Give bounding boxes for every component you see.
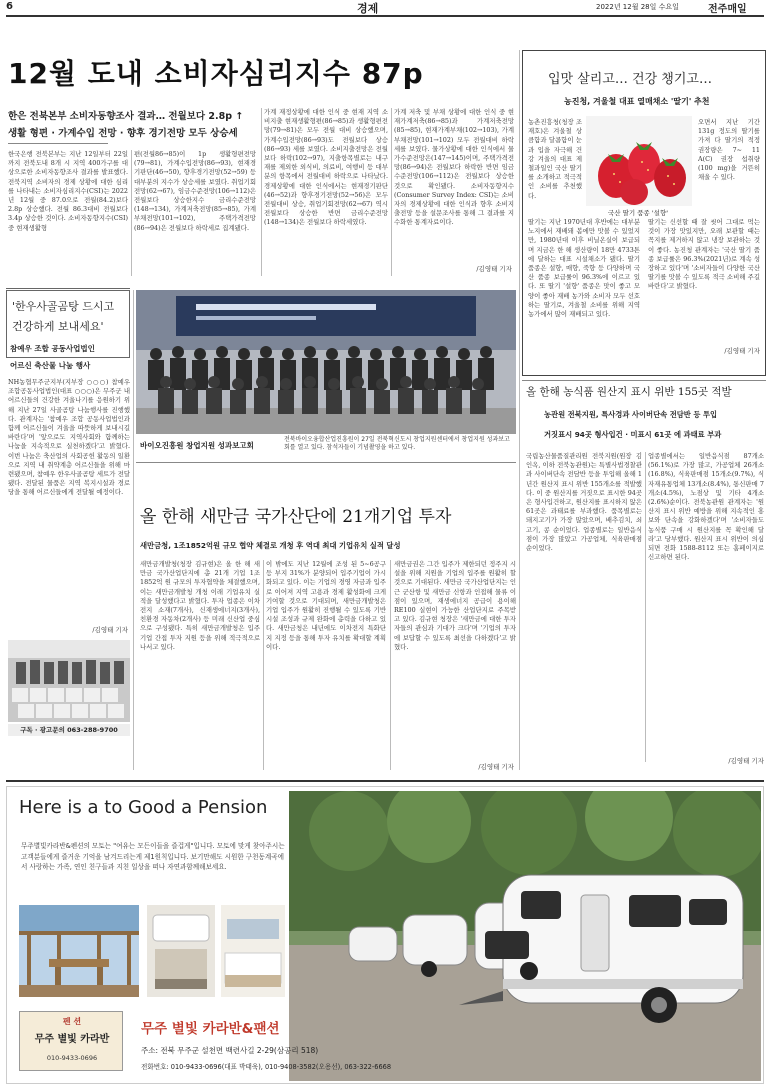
- origin-col-2: 업종별에서는 일반음식점 87개소(56.1%)로 가장 많고, 가공업체 26개소(16.8%), 식육판매점 15개소(9.7%), 식자재유통업체 13개소(8.4%), 통신판매 7개소(4.5%), 노점상 및 기타 4개소(2.6%)순이다. 전북농관원 관계자는 '원산지 표시 위반 예방을 위해 지속적인 홍보와 단속을 강화하겠다'며 '소비자들도 농식품 구매 시 원산지를 꼭 확인해 달라'고 당부했다. 원산지 표시 위반이 의심되면 전화 1588-8112 또는 홈페이지로 신고하면 된다.: [648, 452, 764, 562]
- saemangeum-byline: /김영태 기자: [478, 763, 514, 771]
- column-divider: [645, 452, 646, 762]
- lead-subhead-1: 한은 전북본부 소비자동향조사 결과… 전월보다 2.8p ↑: [8, 111, 244, 122]
- group-photo-caption-title: 바이오진흥원 창업지원 성과보고회: [140, 441, 254, 450]
- lead-headline: 12월 도내 소비자심리지수 87p: [8, 57, 424, 90]
- column-divider: [519, 50, 520, 770]
- feature-text-1: 농촌진흥청(청장 조재호)은 겨울철 상큼함과 달콤함이 눈과 입을 자극해 건강 겨울의 대표 제철과일인 국산 딸기를 소개하고 적극적인 소비를 추천했다.: [528, 118, 582, 200]
- paper-name: 전주매일: [708, 4, 747, 15]
- column-divider: [391, 108, 392, 276]
- group-photo: [136, 290, 516, 434]
- saemangeum-subhead: 새만금청, 1조1852억원 규모 협약 체결로 개청 후 역대 최대 기업유치 실적 달성: [140, 541, 401, 550]
- donation-photo: [8, 640, 130, 722]
- ad-photo-bed: [221, 905, 285, 997]
- lead-sub-rule: [8, 143, 108, 144]
- donation-subhead-1: 참예우 조합 공동사업법인: [10, 344, 95, 353]
- group-photo-caption-body: 전북바이오융합산업진흥원이 27일 전북혁신도시 창업지원센터에서 창업지원 성과보고회를 열고 있다. 참석자들이 기념촬영을 하고 있다.: [284, 436, 510, 451]
- saemangeum-col-1: 새만금개발청(청장 김규현)은 올 한 해 새만금 국가산업단지에 총 21개 기업 1조 1852억 원 규모의 투자협약을 체결했으며, 이는 새만금개발청 개청 이래 기업유치 실적을 달성했다고 밝혔다. 투자 업종은 이차전지 소재(7개사), 신재생에너지(3개사), 친환경 자동차(2개사) 등 미래 신산업 중심으로 구성됐다. 특히 새만금개발청은 입주기업 간접 투자 지원 등을 위해 적극적으로 나서고 있다.: [140, 560, 260, 651]
- origin-top-rule: [522, 380, 766, 381]
- lead-col-3: 가계 재정상황에 대한 인식 중 현재 지역 소비지출 현재생활형편(86→85)과 생활형편전망(79→81)은 모두 전월 대비 상승했으며, 가계수입전망(86→93)도 전월보다 상승(86→93) 세를 보였다. 소비지출전망은 전월보다 하락(102→97), 지출항목별로는 내구재를 제외한 외식비, 의료비, 여행비 등 대부분의 항목에서 전월대비 하락으로 나타났다. 경제상황에 대한 인식에서는 현재경기판단(46→52)과 향후경기전망(52→56)은 모두 전월대비 상승, 취업기회전망(62→67) 역시 전월보다 상승한 반면 금리수준전망(148→134)은 전월보다 하락세였다.: [264, 108, 388, 227]
- origin-col-1: 국립농산물품질관리원 전북지원(원장 김인옥, 이하 전북농관원)는 특별사법경찰관과 사이버단속 전담반 등을 투입해 올해 1년간 원산지 표시 위반 155개소를 적발했다. 이 중 원산지를 거짓으로 표시한 94곳은 형사입건하고, 원산지를 표시하지 않은 61곳은 과태료를 부과했다. 품목별로는 돼지고기가 가장 많았으며, 배추김치, 쇠고기, 콩 순이었다. 업종별로는 일반음식점이 가장 많았고 가공업체, 식육판매점 순이었다.: [526, 452, 642, 553]
- origin-subhead-1: 농관원 전북지원, 특사경과 사이버단속 전담반 등 투입: [544, 410, 718, 419]
- column-divider: [390, 560, 391, 770]
- masthead: [0, 0, 770, 14]
- subscription-ad-label: 구독 · 광고문의 063-288-9700: [8, 724, 130, 736]
- feature-text-3: 딸기는 지난 1970년대 후반에는 대부분 노지에서 재배돼 봄에만 맛볼 수 있었지만, 1980년대 이후 비닐온실이 보급되며 지금은 한 해 생산량이 18만 4733톤에 달하는 대표 시설채소가 됐다. 딸기 품종은 설향, 매향, 죽향 등 다양하며 국산 품종 보급률이 96.3%에 이르고 있다. 또 딸기 '설향' 품종은 맛이 좋고 모양이 좋아 재배 농가와 소비자 모두 선호하는 딸기로, 겨울철 소비를 위해 지역 농가에서 많이 재배되고 있다.: [528, 218, 640, 319]
- origin-byline: /김영태 기자: [728, 757, 764, 765]
- donation-byline: /김영태 기자: [92, 626, 128, 634]
- page-number: 6: [6, 1, 13, 12]
- donation-title-1: '한우사골곰탕 드시고: [12, 300, 115, 313]
- saemangeum-top-rule: [136, 462, 516, 463]
- strawberry-icon: [586, 116, 692, 206]
- column-divider: [263, 560, 264, 770]
- feature-title: 입맛 살리고… 건강 챙기고…: [548, 72, 712, 87]
- donation-text: NH농협무주군지부(지부장 ○○○) 참예우 조합공동사업법인(대표 ○○○)은 무주군 내 어르신들의 건강한 겨울나기를 응원하기 위해 지난 27일 사골곰탕 나눔행사를 진행했다. 관계자는 '참예우 조합 공동사업법인과 함께 어르신들이 겨울을 따뜻하게 보내시길 바란다'며 '앞으로도 지역사회와 함께하는 나눔을 지속적으로 실천하겠다'고 밝혔다. 이번 나눔은 축산업의 사회공헌 활동의 일환으로 지역 내 취약계층 어르신들을 위해 마련됐으며, 참예우 한우사골곰탕 세트가 전달됐다. 전달된 물품은 지역 복지시설과 경로당을 통해 어르신들에게 전달될 예정이다.: [8, 378, 130, 497]
- pension-ad: [6, 786, 764, 1084]
- feature-photo-caption: 국산 딸기 품종 '설향': [608, 209, 669, 217]
- issue-date: 2022년 12월 28일 수요일: [596, 3, 679, 11]
- ad-photo-interior: [147, 905, 215, 997]
- saemangeum-headline: 올 한해 새만금 국가산단에 21개기업 투자: [140, 507, 452, 527]
- ad-title: Here is a to Good a Pension: [19, 797, 268, 818]
- donation-title-2: 건강하게 보내세요': [12, 320, 104, 333]
- ad-phones: 전화번호: 010-9433-0696(대표 박태욱), 010-9408-3582(오용선), 063-322-6668: [141, 1063, 392, 1071]
- lead-byline: /김영태 기자: [476, 265, 512, 273]
- logo-top-text: 펜 션: [62, 1017, 82, 1026]
- logo-phone-text: 010-9433-0696: [46, 1054, 98, 1062]
- column-divider: [131, 150, 132, 276]
- ad-description: 무주별빛카라반&펜션의 모토는 "여유는 모든이들을 즐겁게"입니다. 모토에 맞게 찾아주시는 고객분들에게 즐거운 기억을 남겨드리는게 제1원칙입니다. 보기만해도 시원한 구천동계곡에서 사랑하는 가족, 연인 친구들과 지친 일상을 떠나 자연과함께해보세요.: [21, 842, 285, 871]
- feature-byline: /김영태 기자: [724, 347, 760, 355]
- lead-col-1: 한국은행 전북본부는 지난 12일부터 22일까지 전북도내 8개 시 지역 400가구를 대상으로한 소비자동향조사 결과를 발표했다. 전북지역 소비자의 경제 상황에 대한 심리를 나타내는 소비자심리지수(CSI)는 2022년 12월 중 87.0으로 전월(84.2)보다 2.8p 상승했다. 전월 86.3대비 전월보다 3.4p 상승한 것이다. 소비자동향지수(CSI) 중 현재생활형: [8, 150, 128, 232]
- saemangeum-col-2: 이 밖에도 지난 12월에 조성 된 5~6공구 등 부지 31%가 분양되어 입주기업이 가시화되고 있다. 이는 기업의 경영 자금과 입주로 이어져 지역 고용과 경제 활성화에 크게 기여할 것으로 기대되며, 새만금개발청은 기업 입주가 원활히 진행될 수 있도록 기반시설 조성과 규제 완화에 총력을 다하고 있다. 새만금청은 내년에도 이차전지 특화단지 지정 등을 통해 투자 유치를 확대할 계획이다.: [266, 560, 386, 651]
- lead-col-4: 가계 저축 및 부채 상황에 대한 인식 중 현재가계저축(86→85)과 가계저축전망(85→85), 현재가계부채(102→103), 가계부채전망(101→102) 모두 전월대비 하락세를 보였다. 물가상황에 대한 인식에서 물가수준전망은(147→145)이며, 주택가격전망(86→94)은 전월보다 하락한 반면 임금수준전망(106→112)은 전월보다 상승한 것으로 확인됐다. 소비자동향지수(Consumer Survey Index: CSI)는 소비자의 경제상황에 대한 인식과 향후 소비지출전망 등을 설문조사를 통해 그 결과를 지수화한 통계자료이다.: [394, 108, 514, 227]
- ad-business-name: 무주 별빛 카라반&팬션: [141, 1021, 280, 1037]
- donation-top-rule: [6, 288, 130, 289]
- ad-address: 주소: 전북 무주군 설천면 백련사길 2-29(삼공리 518): [141, 1046, 319, 1055]
- saemangeum-col-3: 새만금권은 그간 입주가 제한되던 정주지 시설을 위해 지원을 기업의 입주를 원활히 할 것으로 기대된다. 새만금 국가산업단지는 인근 군산항 및 새만금 신항과 인접해 물류 이점이 있으며, 재생에너지 공급이 용이해 RE100 실현이 가능한 산업단지로 주목받고 있다. 김규현 청장은 '새만금에 대한 투자자들의 관심과 기대가 크다'며 '기업의 투자에 보답할 수 있도록 최선을 다하겠다'고 밝혔다.: [394, 560, 516, 651]
- feature-subtitle: 농진청, 겨울철 대표 열매채소 '딸기' 추천: [564, 97, 710, 106]
- origin-subhead-2: 거짓표시 94곳 형사입건 · 미표시 61곳 에 과태료 부과: [544, 430, 722, 439]
- column-divider: [261, 108, 262, 276]
- feature-text-2: 오면서 지난 기간 131g 정도의 딸기를 가져 다 딸기의 적정 권장량은 7~ 11 A(C) 권장 섭취량(100 mg)을 거뜬히 채울 수 있다.: [698, 118, 760, 182]
- lead-col-2: 편(전월86→85)이 1p 생활형편전망(79→81), 가계수입전망(86→93), 현재경기판단(46→50), 향후경기전망(52→59) 등 대부분의 지수가 상승세를 보였다. 취업기회전망(62→67), 임금수준전망(106→112)은 전월보다 상승한지수 금리수준전망(148→134), 가계저축전망(85→85), 가계부채전망(101→102), 주택가격전망(86→94)은 전월보다 하락세로 집계됐다.: [134, 150, 256, 232]
- logo-main-text: 무주 별빛 카라반: [34, 1034, 110, 1045]
- ad-photo-deck: [19, 905, 139, 997]
- strawberry-photo: [586, 116, 692, 206]
- caravan-photo: [289, 791, 761, 1081]
- section-name: 경제: [357, 2, 379, 15]
- masthead-rule: [6, 15, 764, 17]
- ad-top-rule: [6, 780, 764, 782]
- feature-text-4: 딸기는 신선할 때 잘 씻어 그대로 먹는 것이 가장 맛있지만, 오래 보관할 때는 꼭지를 제거하지 않고 냉장 보관하는 것이 좋다. 농진청 관계자는 '국산 딸기 품종 보급률은 96.3%(2021년)로 계속 성장하고 있다'며 '소비자들이 다양한 국산 딸기를 맛볼 수 있도록 적극 소비해 주길 바란다'고 밝혔다.: [648, 218, 760, 291]
- origin-headline: 올 한해 농식품 원산지 표시 위반 155곳 적발: [526, 386, 732, 398]
- lead-subhead-2: 생활 형편 · 가계수입 전망 · 향후 경기전망 모두 상승세: [8, 128, 238, 139]
- column-divider: [133, 290, 134, 770]
- donation-subhead-2: 어르신 축산물 나눔 행사: [10, 361, 91, 370]
- ad-logo: [19, 1011, 123, 1071]
